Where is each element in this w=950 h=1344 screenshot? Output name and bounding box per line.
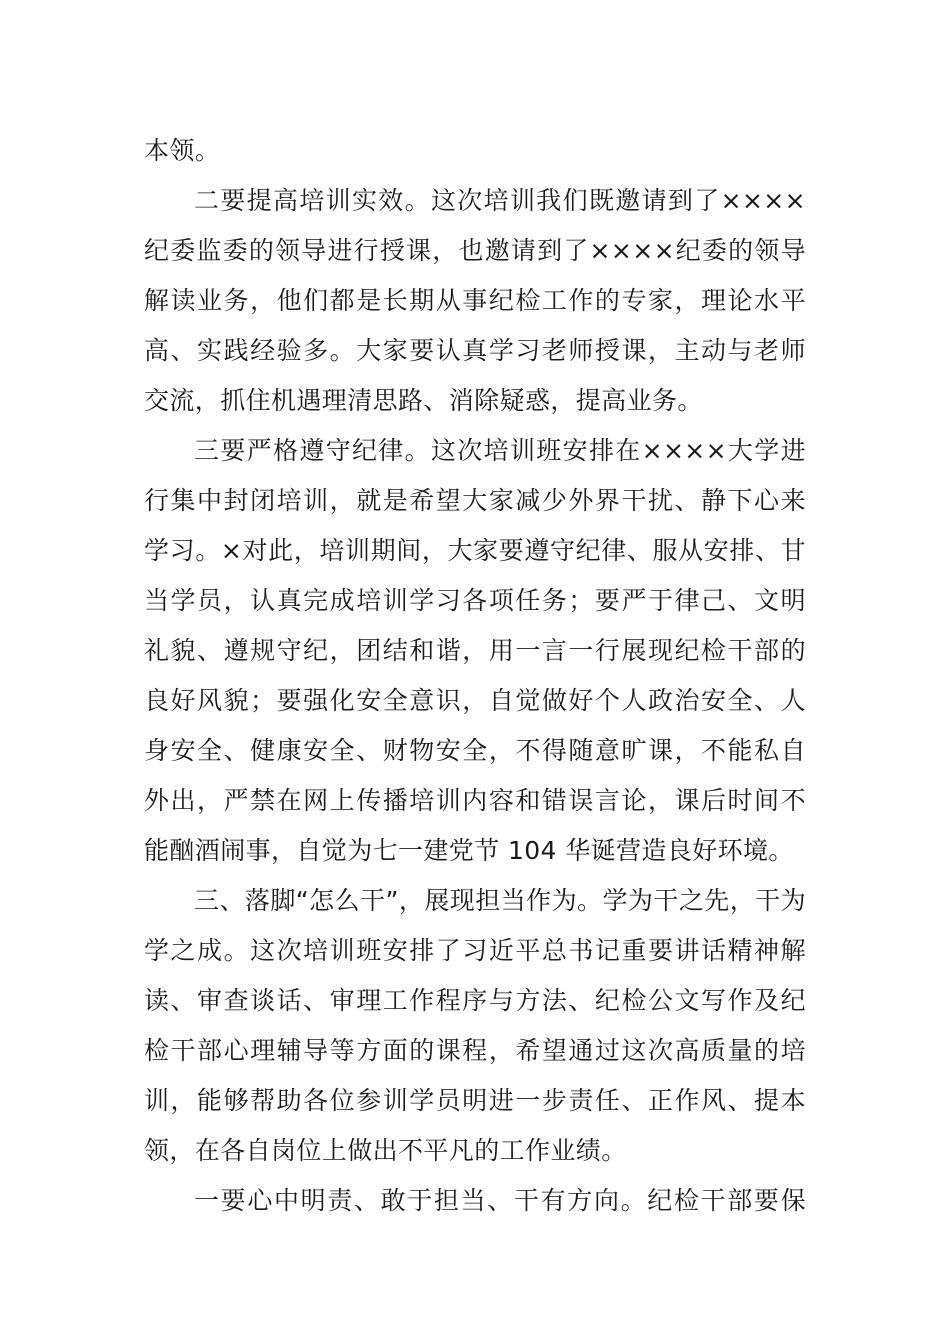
text-line: 本领。 — [144, 136, 221, 165]
text-line: 三要严格遵守纪律。这次培训班安排在××××大学进 — [194, 436, 806, 465]
text-line: 检干部心理辅导等方面的课程，希望通过这次高质量的培 — [144, 1036, 806, 1065]
text-line: 纪委监委的领导进行授课，也邀请到了××××纪委的领导 — [144, 236, 806, 265]
text-line: 礼貌、遵规守纪，团结和谐，用一言一行展现纪检干部的 — [144, 636, 806, 665]
text-line: 高、实践经验多。大家要认真学习老师授课，主动与老师 — [144, 336, 806, 365]
text-line: 读、审查谈话、审理工作程序与方法、纪检公文写作及纪 — [144, 986, 806, 1015]
text-line: 一要心中明责、敢于担当、干有方向。纪检干部要保 — [194, 1186, 806, 1215]
text-line: 良好风貌；要强化安全意识，自觉做好个人政治安全、人 — [144, 686, 806, 715]
text-line: 交流，抓住机遇理清思路、消除疑惑，提高业务。 — [144, 386, 703, 415]
text-line: 能酗酒闹事，自觉为七一建党节 104 华诞营造良好环境。 — [144, 836, 794, 865]
text-line: 当学员，认真完成培训学习各项任务；要严于律己、文明 — [144, 586, 806, 615]
document-body — [144, 126, 806, 1226]
text-line: 三、落脚“怎么干”，展现担当作为。学为干之先，干为 — [194, 886, 806, 915]
text-line: 学之成。这次培训班安排了习近平总书记重要讲话精神解 — [144, 936, 806, 965]
text-line: 学习。×对此，培训期间，大家要遵守纪律、服从安排、甘 — [144, 536, 806, 565]
text-line: 身安全、健康安全、财物安全，不得随意旷课，不能私自 — [144, 736, 806, 765]
text-line: 行集中封闭培训，就是希望大家减少外界干扰、静下心来 — [144, 486, 806, 515]
text-line: 二要提高培训实效。这次培训我们既邀请到了×××× — [194, 186, 806, 215]
text-line: 解读业务，他们都是长期从事纪检工作的专家，理论水平 — [144, 286, 806, 315]
text-line: 外出，严禁在网上传播培训内容和错误言论，课后时间不 — [144, 786, 806, 815]
text-line: 训，能够帮助各位参训学员明进一步责任、正作风、提本 — [144, 1086, 806, 1115]
text-line: 领，在各自岗位上做出不平凡的工作业绩。 — [144, 1136, 627, 1165]
